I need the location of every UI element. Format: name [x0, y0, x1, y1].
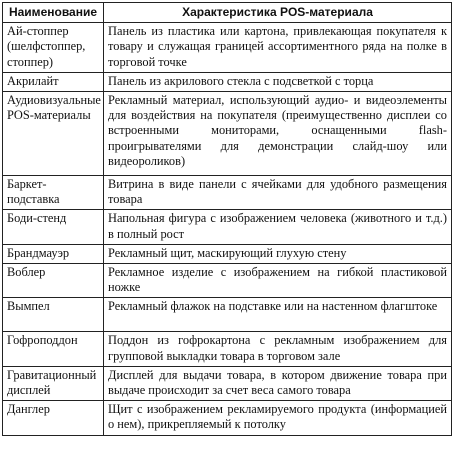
- row-name: Брандмауэр: [3, 244, 104, 263]
- row-name: Вымпел: [3, 298, 104, 332]
- row-name: Гофроподдон: [3, 332, 104, 366]
- row-description: Напольная фигура с изображением человека (животного и т.д.) в полный рост: [104, 210, 452, 244]
- row-name: Баркет-подставка: [3, 176, 104, 210]
- row-description: Рекламный материал, использующий аудио- и видеоэлементы для воздействия на покупателя (преимущественно дисплеи со встроенными мониторами, оснащенными flash-проигрывателями для демонстрации слайд-шоу или видеороликов): [104, 92, 452, 176]
- table-row: [3, 298, 452, 332]
- row-name: Боди-стенд: [3, 210, 104, 244]
- row-description: Панель из акрилового стекла с подсветкой с торца: [104, 72, 452, 91]
- row-description: Рекламный флажок на подставке или на настенном флагштоке: [104, 298, 452, 332]
- table-row: [3, 332, 452, 366]
- table-row: [3, 176, 452, 210]
- table-row: [3, 244, 452, 263]
- row-name: Аудиовизуальные POS-материалы: [3, 92, 104, 176]
- row-name: Данглер: [3, 401, 104, 435]
- row-description: Витрина в виде панели с ячейками для удобного размещения товара: [104, 176, 452, 210]
- row-name: Воблер: [3, 264, 104, 298]
- table-row: [3, 401, 452, 435]
- row-description: Рекламное изделие с изображением на гибкой пластиковой ножке: [104, 264, 452, 298]
- row-description: Рекламный щит, маскирующий глухую стену: [104, 244, 452, 263]
- row-description: Панель из пластика или картона, привлекающая покупателя к товару и служащая границей ассортиментного ряда на полке в торговой точке: [104, 23, 452, 73]
- row-name: Ай-стоппер (шелфстоппер, стоппер): [3, 23, 104, 73]
- table-row: [3, 366, 452, 400]
- document-page: [2, 2, 451, 436]
- pos-materials-table: [2, 2, 452, 436]
- table-row: [3, 23, 452, 73]
- table-row: [3, 264, 452, 298]
- header-description: Характеристика POS-материала: [104, 3, 452, 23]
- header-name: Наименование: [3, 3, 104, 23]
- table-header-row: [3, 3, 452, 23]
- row-description: Поддон из гофрокартона с рекламным изображением для групповой выкладки товара в торговом зале: [104, 332, 452, 366]
- row-description: Щит с изображением рекламируемого продукта (информацией о нем), прикрепляемый к потолку: [104, 401, 452, 435]
- table-row: [3, 210, 452, 244]
- row-name: Акрилайт: [3, 72, 104, 91]
- row-name: Гравитационный дисплей: [3, 366, 104, 400]
- table-row: [3, 72, 452, 91]
- table-row: [3, 92, 452, 176]
- row-description: Дисплей для выдачи товара, в котором движение товара при выдаче происходит за счет веса самого товара: [104, 366, 452, 400]
